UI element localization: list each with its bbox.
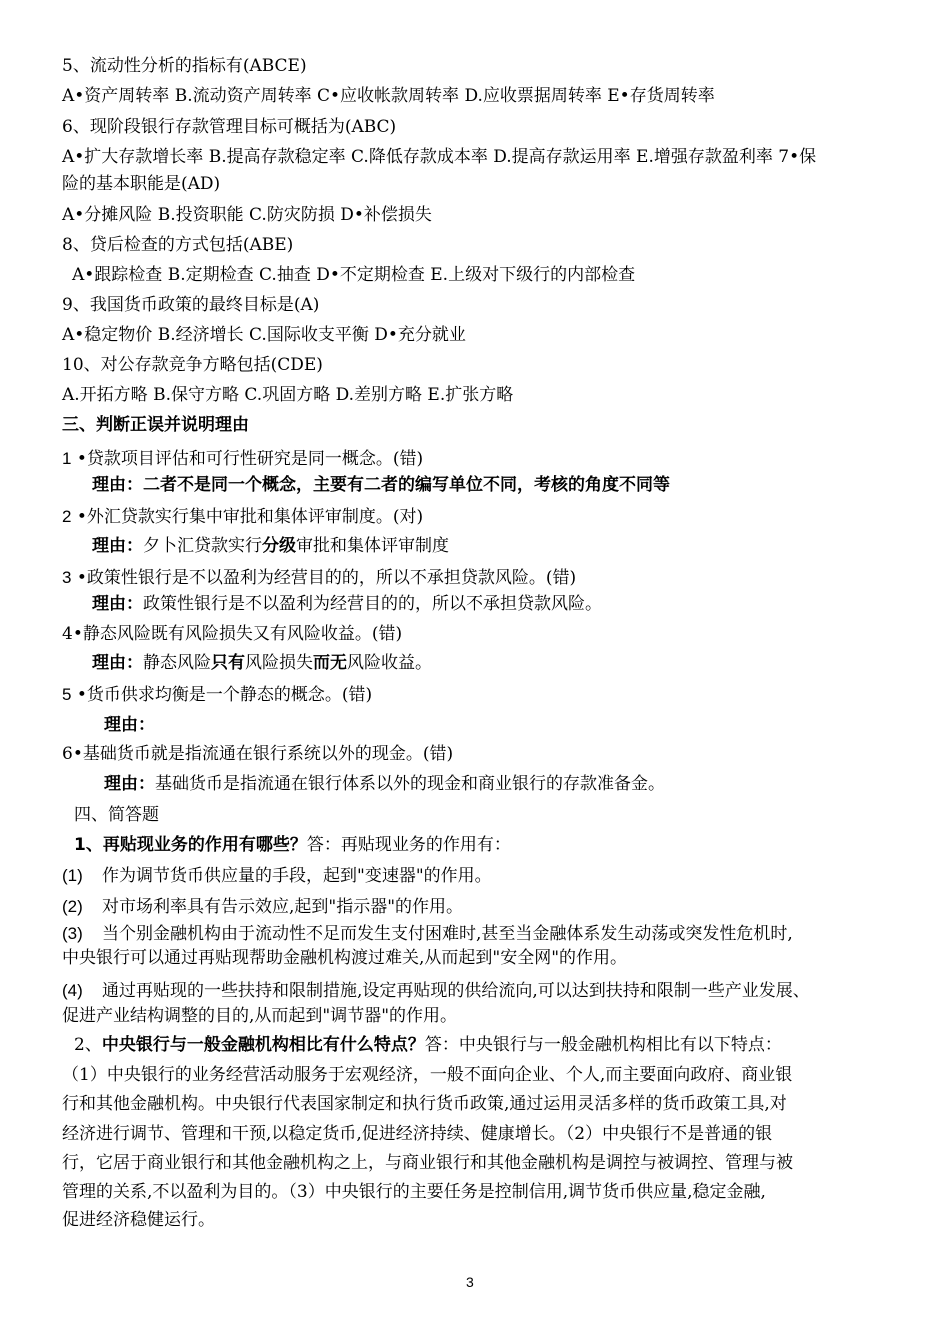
item-text: •货币供求均衡是一个静态的概念。(错) — [76, 685, 373, 705]
item-text: •贷款项目评估和可行性研究是同一概念。(错) — [76, 449, 424, 469]
point-number: (4) — [62, 981, 83, 1000]
answer-intro: 答：中央银行与一般金融机构相比有以下特点： — [424, 1035, 782, 1055]
item-text: •政策性银行是不以盈利为经营目的的，所以不承担贷款风险。(错) — [76, 568, 577, 588]
section-4-heading: 四、简答题 — [74, 805, 159, 825]
reason-2 — [92, 534, 449, 558]
answer-paragraph-line: 行和其他金融机构。中央银行代表国家制定和执行货币政策,通过运用灵活多样的货币政策工具,对 — [62, 1094, 787, 1114]
reason-text: 基础货币是指流通在银行体系以外的现金和商业银行的存款准备金。 — [155, 774, 665, 794]
reason-label: 理由： — [104, 715, 155, 735]
question-8-options: A•跟踪检查 B.定期检查 C.抽查 D•不定期检查 E.上级对下级行的内部检查 — [72, 265, 636, 285]
reason-1 — [92, 473, 670, 497]
question-8: 8、贷后检查的方式包括(ABE) — [62, 235, 294, 255]
reason-5 — [104, 713, 155, 737]
answer-paragraph-line: 行，它居于商业银行和其他金融机构之上，与商业银行和其他金融机构是调控与被调控、管理与被 — [62, 1153, 793, 1173]
answer-point-4 — [62, 979, 810, 1003]
answer-paragraph-line: （1）中央银行的业务经营活动服务于宏观经济，一般不面向企业、个人,而主要面向政府、商业银 — [62, 1065, 793, 1085]
reason-label: 理由： — [92, 536, 143, 556]
judgement-item-3 — [62, 566, 576, 590]
answer-paragraph-line: 经济进行调节、管理和干预,以稳定货币,促进经济持续、健康增长。（2）中央银行不是普通的银 — [62, 1124, 773, 1144]
judgement-item-5 — [62, 683, 372, 707]
judgement-item-1 — [62, 447, 423, 471]
question-5: 5、流动性分析的指标有(ABCE) — [62, 56, 307, 76]
item-number: 5 — [62, 685, 72, 704]
question-9-options: A•稳定物价 B.经济增长 C.国际收支平衡 D•充分就业 — [62, 325, 466, 345]
page-number: 3 — [466, 1274, 474, 1290]
item-text: •静态风险既有风险损失又有风险收益。(错) — [72, 624, 403, 644]
answer-point-3 — [62, 922, 793, 946]
answer-point-2 — [62, 895, 463, 919]
point-number: (2) — [62, 897, 83, 916]
reason-4 — [92, 651, 432, 675]
reason-text: 政策性银行是不以盈利为经营目的的，所以不承担贷款风险。 — [143, 594, 602, 614]
question-6-options-line2: 险的基本职能是(AD) — [62, 174, 221, 194]
question-10-options: A.开拓方略 B.保守方略 C.巩固方略 D.差别方略 E.扩张方略 — [62, 385, 514, 405]
reason-text-bold: 分级 — [262, 536, 296, 556]
reason-text-c: 风险损失 — [245, 653, 313, 673]
reason-3 — [92, 592, 602, 616]
question-9: 9、我国货币政策的最终目标是(A) — [62, 295, 320, 315]
item-number: 3 — [62, 568, 72, 587]
answer-paragraph-line: 管理的关系,不以盈利为目的。（3）中央银行的主要任务是控制信用,调节货币供应量,稳定金融, — [62, 1182, 766, 1202]
short-answer-1 — [74, 833, 511, 857]
judgement-item-6 — [62, 742, 453, 766]
reason-6 — [104, 772, 665, 796]
reason-text-bold: 而无 — [313, 653, 347, 673]
question-title: 再贴现业务的作用有哪些？ — [102, 835, 307, 855]
point-number: (1) — [62, 866, 83, 885]
question-6-options-line1: A•扩大存款增长率 B.提高存款稳定率 C.降低存款成本率 D.提高存款运用率 E.增强存款盈利率 7•保 — [62, 147, 817, 167]
item-number: 4 — [62, 624, 73, 644]
section-3-heading: 三、判断正误并说明理由 — [62, 415, 249, 435]
answer-point-3-cont: 中央银行可以通过再贴现帮助金融机构渡过难关,从而起到"安全网"的作用。 — [62, 948, 628, 968]
short-answer-2 — [74, 1033, 782, 1057]
item-text: •基础货币就是指流通在银行系统以外的现金。(错) — [72, 744, 454, 764]
reason-label: 理由： — [104, 774, 155, 794]
point-text: 对市场利率具有告示效应,起到"指示器"的作用。 — [102, 897, 464, 917]
item-number: 2 — [62, 507, 72, 526]
question-number: 1、 — [74, 835, 103, 855]
question-number: 2、 — [74, 1035, 102, 1055]
point-text: 当个别金融机构由于流动性不足而发生支付困难时,甚至当金融体系发生动荡或突发性危机时, — [102, 924, 793, 944]
question-5-options: A•资产周转率 B.流动资产周转率 C•应收帐款周转率 D.应收票据周转率 E•存货周转率 — [62, 86, 715, 106]
point-number: (3) — [62, 924, 83, 943]
point-text: 作为调节货币供应量的手段，起到"变速器"的作用。 — [102, 866, 492, 886]
reason-text-a: 静态风险 — [143, 653, 211, 673]
point-text: 通过再贴现的一些扶持和限制措施,设定再贴现的供给流向,可以达到扶持和限制一些产业发展、 — [102, 981, 810, 1001]
judgement-item-2 — [62, 505, 423, 529]
answer-intro: 答：再贴现业务的作用有： — [306, 835, 511, 855]
reason-label: 理由： — [92, 475, 143, 495]
reason-text-e: 风险收益。 — [347, 653, 432, 673]
reason-text: 二者不是同一个概念，主要有二者的编写单位不同，考核的角度不同等 — [143, 475, 670, 495]
reason-label: 理由： — [92, 653, 143, 673]
item-number: 1 — [62, 449, 72, 468]
judgement-item-4 — [62, 622, 402, 646]
question-7-options: A•分摊风险 B.投资职能 C.防灾防损 D•补偿损失 — [62, 205, 432, 225]
item-text: •外汇贷款实行集中审批和集体评审制度。(对) — [76, 507, 424, 527]
reason-text-a: 夕卜汇贷款实行 — [143, 536, 262, 556]
reason-text-c: 审批和集体评审制度 — [296, 536, 449, 556]
reason-text-bold: 只有 — [211, 653, 245, 673]
answer-point-1 — [62, 864, 492, 888]
reason-label: 理由： — [92, 594, 143, 614]
question-10: 10、对公存款竞争方略包括(CDE) — [62, 355, 323, 375]
item-number: 6 — [62, 744, 73, 764]
answer-point-4-cont: 促进产业结构调整的目的,从而起到"调节器"的作用。 — [62, 1006, 458, 1026]
question-6: 6、现阶段银行存款管理目标可概括为(ABC) — [62, 117, 397, 137]
answer-paragraph-line: 促进经济稳健运行。 — [62, 1210, 215, 1230]
question-title: 中央银行与一般金融机构相比有什么特点？ — [101, 1035, 425, 1055]
